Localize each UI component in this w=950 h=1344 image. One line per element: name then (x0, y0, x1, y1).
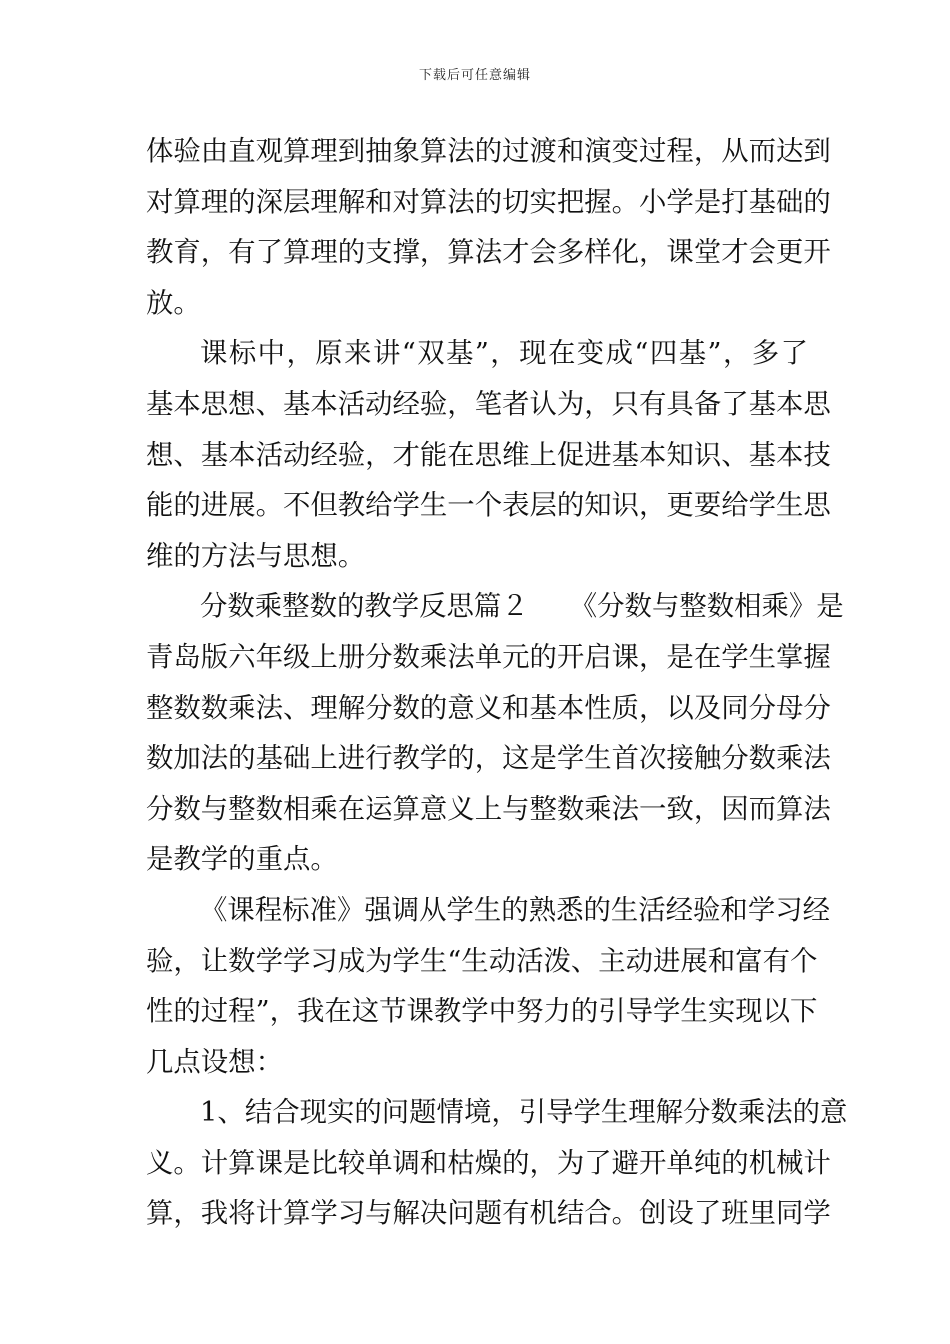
paragraph-line: 几点设想： (146, 1046, 283, 1078)
paragraph-line: 课标中，原来讲“双基”，现在变成“四基”，多了 (200, 338, 808, 370)
paragraph-line: 《课程标准》强调从学生的熟悉的生活经验和学习经 (200, 894, 830, 926)
paragraph-line: 整数数乘法、理解分数的意义和基本性质，以及同分母分 (146, 692, 831, 724)
paragraph-line: 1、结合现实的问题情境，引导学生理解分数乘法的意 (200, 1097, 848, 1129)
header-note: 下载后可任意编辑 (418, 68, 531, 83)
paragraph-line: 体验由直观算理到抽象算法的过渡和演变过程，从而达到 (146, 136, 831, 167)
paragraph-line: 青岛版六年级上册分数乘法单元的开启课，是在学生掌握 (146, 641, 831, 673)
paragraph-line: 分数与整数相乘在运算意义上与整数乘法一致，因而算法 (146, 793, 831, 825)
paragraph-line: 教育，有了算理的支撑，算法才会多样化，课堂才会更开 (146, 237, 831, 269)
paragraph-line: 算，我将计算学习与解决问题有机结合。创设了班里同学 (146, 1198, 831, 1230)
paragraph-line: 义。计算课是比较单调和枯燥的，为了避开单纯的机械计 (146, 1147, 831, 1179)
paragraph-line: 维的方法与思想。 (146, 540, 366, 572)
body-text (146, 127, 848, 1240)
paragraph-line: 性的过程”，我在这节课教学中努力的引导学生实现以下 (146, 996, 818, 1028)
paragraph-line: 是教学的重点。 (146, 844, 338, 876)
paragraph-line: 基本思想、基本活动经验，笔者认为，只有具备了基本思 (146, 388, 831, 420)
paragraph-line: 对算理的深层理解和对算法的切实把握。小学是打基础的 (146, 186, 831, 218)
paragraph-line: 能的进展。不但教给学生一个表层的知识，更要给学生思 (146, 490, 831, 522)
paragraph-line: 想、基本活动经验，才能在思维上促进基本知识、基本技 (146, 439, 831, 471)
paragraph-line: 验，让数学学习成为学生“生动活泼、主动进展和富有个 (146, 945, 818, 977)
paragraph-line: 数加法的基础上进行教学的，这是学生首次接触分数乘法 (146, 743, 831, 775)
paragraph-line: 放。 (146, 287, 201, 319)
paragraph-line: 分数乘整数的教学反思篇２ 《分数与整数相乘》是 (200, 591, 844, 623)
